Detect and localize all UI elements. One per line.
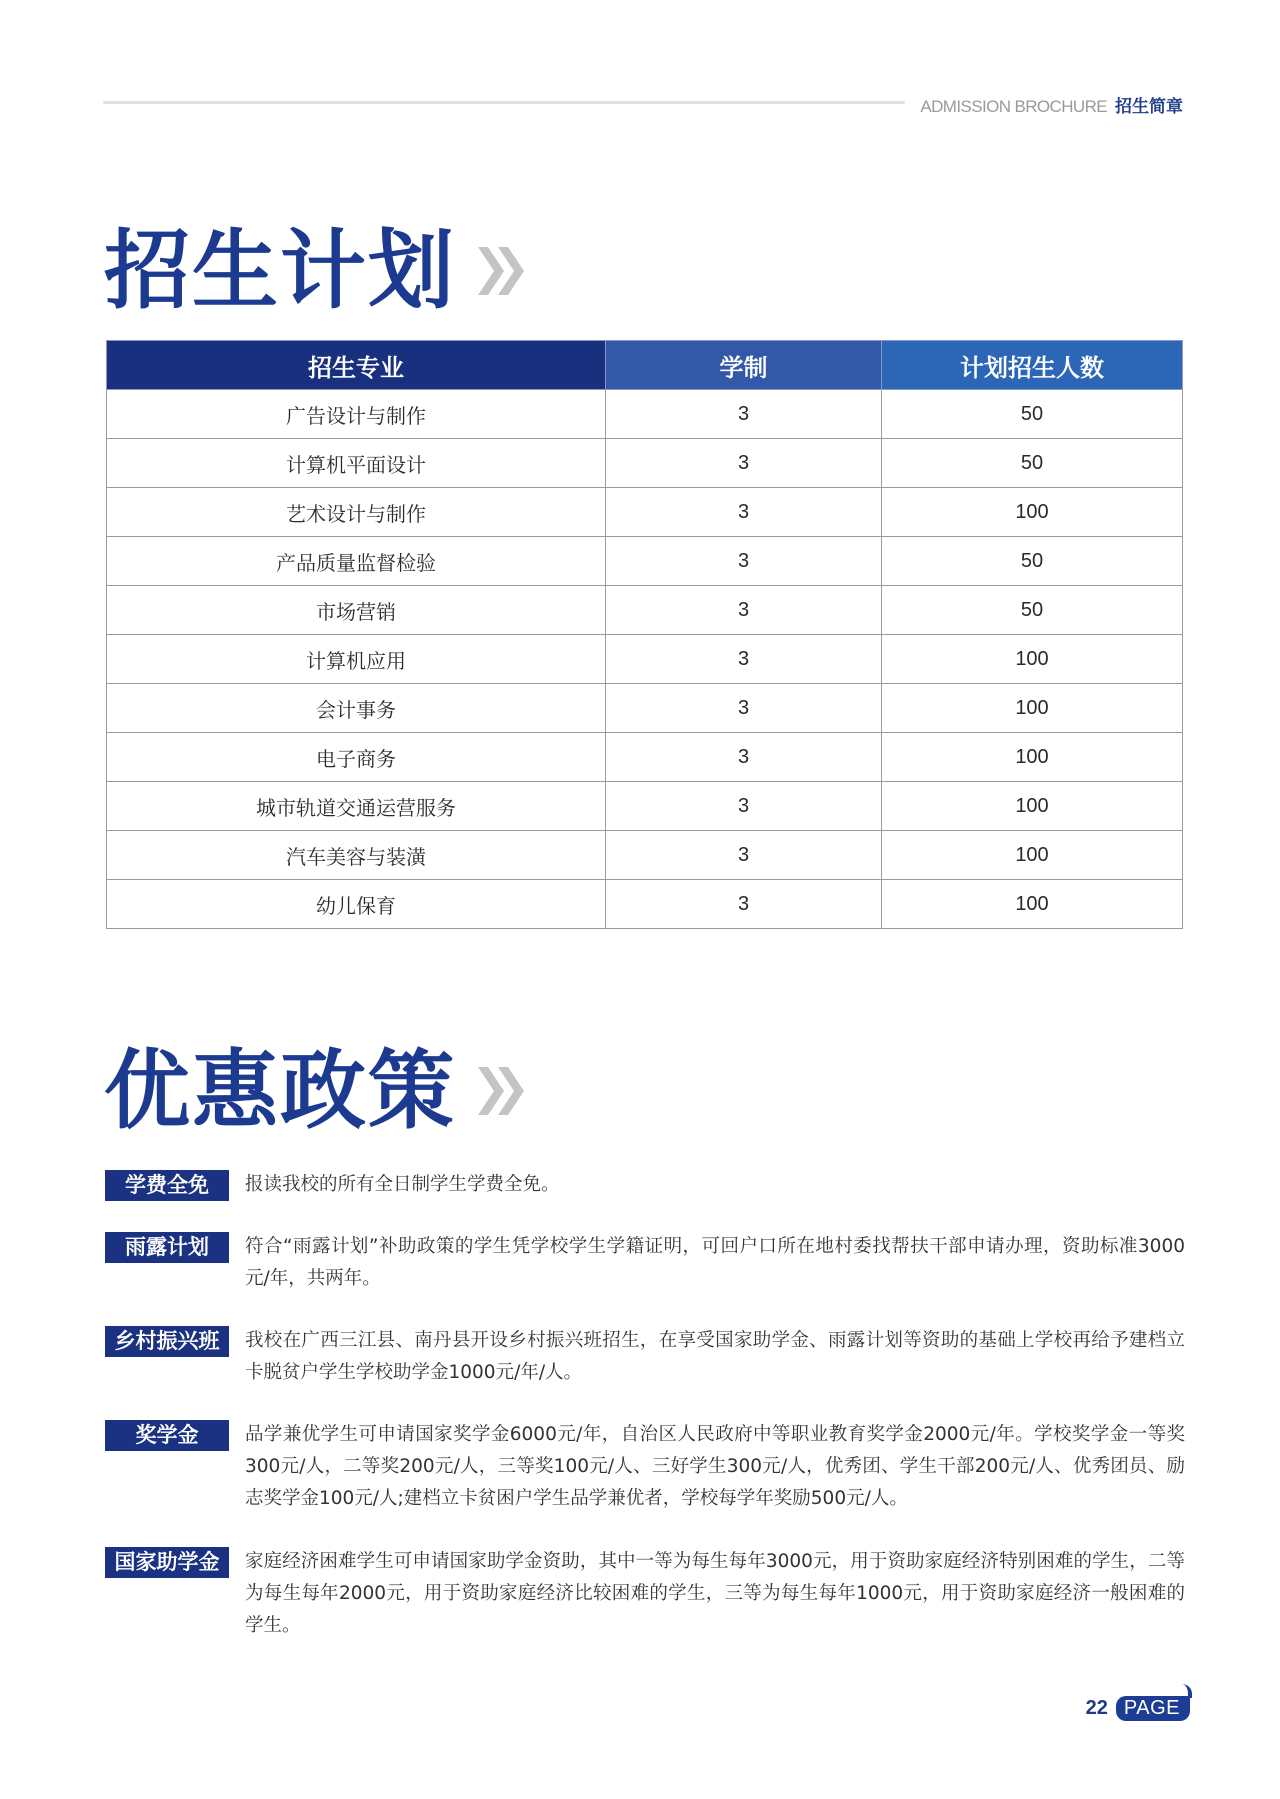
table-row: [107, 488, 1183, 537]
double-chevron-icon: [476, 243, 528, 299]
cell-years: 3: [606, 880, 882, 929]
policy-description: 我校在广西三江县、南丹县开设乡村振兴班招生，在享受国家助学金、雨露计划等资助的基础上学校再给予建档立卡脱贫户学生学校助学金1000元/年/人。: [245, 1330, 1185, 1383]
policy-item-tuition-free: [105, 1170, 1185, 1201]
table-row: [107, 390, 1183, 439]
section-title-plan: [104, 220, 528, 321]
policy-tag: 雨露计划: [105, 1232, 229, 1263]
cell-quota: 100: [882, 782, 1183, 831]
cell-major: 幼儿保育: [107, 880, 606, 929]
header-rule: [103, 101, 905, 104]
admission-plan-table: [106, 340, 1183, 929]
policy-tag: 学费全免: [105, 1170, 229, 1201]
column-header-quota: 计划招生人数: [882, 341, 1183, 390]
cell-quota: 100: [882, 733, 1183, 782]
cell-quota: 100: [882, 635, 1183, 684]
brand-chinese: 招生简章: [1115, 97, 1183, 117]
table-row: [107, 537, 1183, 586]
cell-major: 计算机应用: [107, 635, 606, 684]
table-row: [107, 733, 1183, 782]
cell-years: 3: [606, 488, 882, 537]
plan-title: 招生计划: [104, 220, 456, 321]
table-row: [107, 880, 1183, 929]
policy-description: 家庭经济困难学生可申请国家助学金资助，其中一等为每生每年3000元，用于资助家庭经济特别困难的学生，二等为每生每年2000元，用于资助家庭经济比较困难的学生，三等为每生每年1000元，用于资助家庭经济一般困难的学生。: [245, 1551, 1185, 1636]
brand-english: ADMISSION BROCHURE: [920, 97, 1107, 116]
table-row: [107, 831, 1183, 880]
table-row: [107, 439, 1183, 488]
policy-tag: 奖学金: [105, 1420, 229, 1451]
double-chevron-icon: [476, 1063, 528, 1119]
cell-major: 产品质量监督检验: [107, 537, 606, 586]
cell-major: 市场营销: [107, 586, 606, 635]
policy-tag: 乡村振兴班: [105, 1326, 229, 1357]
cell-major: 汽车美容与装潢: [107, 831, 606, 880]
policy-item-scholarship: [105, 1420, 1185, 1515]
cell-quota: 50: [882, 390, 1183, 439]
cell-major: 艺术设计与制作: [107, 488, 606, 537]
cell-quota: 100: [882, 880, 1183, 929]
cell-major: 会计事务: [107, 684, 606, 733]
table-row: [107, 684, 1183, 733]
cell-major: 城市轨道交通运营服务: [107, 782, 606, 831]
cell-years: 3: [606, 831, 882, 880]
cell-years: 3: [606, 586, 882, 635]
table-row: [107, 586, 1183, 635]
cell-years: 3: [606, 537, 882, 586]
page-footer: [1086, 1696, 1190, 1721]
table-row: [107, 782, 1183, 831]
table-header-row: [107, 341, 1183, 390]
policy-item-national-grant: [105, 1547, 1185, 1642]
brochure-header: [920, 92, 1183, 117]
cell-major: 广告设计与制作: [107, 390, 606, 439]
table-row: [107, 635, 1183, 684]
cell-major: 电子商务: [107, 733, 606, 782]
cell-years: 3: [606, 782, 882, 831]
page-number: 22: [1085, 1697, 1108, 1719]
cell-years: 3: [606, 684, 882, 733]
section-title-policy: [104, 1040, 528, 1141]
column-header-major: 招生专业: [107, 341, 606, 390]
policy-description: 品学兼优学生可申请国家奖学金6000元/年，自治区人民政府中等职业教育奖学金2000元/年。学校奖学金一等奖300元/人，二等奖200元/人，三等奖100元/人、三好学生300元/人，优秀团、学生干部200元/人、优秀团员、励志奖学金100元/人;建档立卡贫困户学生品学兼优者，学校每学年奖励500元/人。: [245, 1424, 1185, 1509]
cell-quota: 50: [882, 586, 1183, 635]
cell-years: 3: [606, 635, 882, 684]
policy-item-rural-revitalization: [105, 1326, 1185, 1389]
policy-description: 符合“雨露计划”补助政策的学生凭学校学生学籍证明，可回户口所在地村委找帮扶干部申请办理，资助标准3000元/年，共两年。: [245, 1236, 1185, 1289]
policy-description: 报读我校的所有全日制学生学费全免。: [245, 1174, 560, 1195]
cell-quota: 100: [882, 831, 1183, 880]
cell-quota: 50: [882, 537, 1183, 586]
policy-title: 优惠政策: [104, 1040, 456, 1141]
cell-quota: 100: [882, 684, 1183, 733]
cell-years: 3: [606, 439, 882, 488]
cell-major: 计算机平面设计: [107, 439, 606, 488]
cell-quota: 50: [882, 439, 1183, 488]
cell-years: 3: [606, 390, 882, 439]
policy-tag: 国家助学金: [105, 1547, 229, 1578]
cell-quota: 100: [882, 488, 1183, 537]
column-header-years: 学制: [606, 341, 882, 390]
policy-item-yulu-plan: [105, 1232, 1185, 1295]
page-badge: PAGE: [1116, 1696, 1190, 1721]
cell-years: 3: [606, 733, 882, 782]
